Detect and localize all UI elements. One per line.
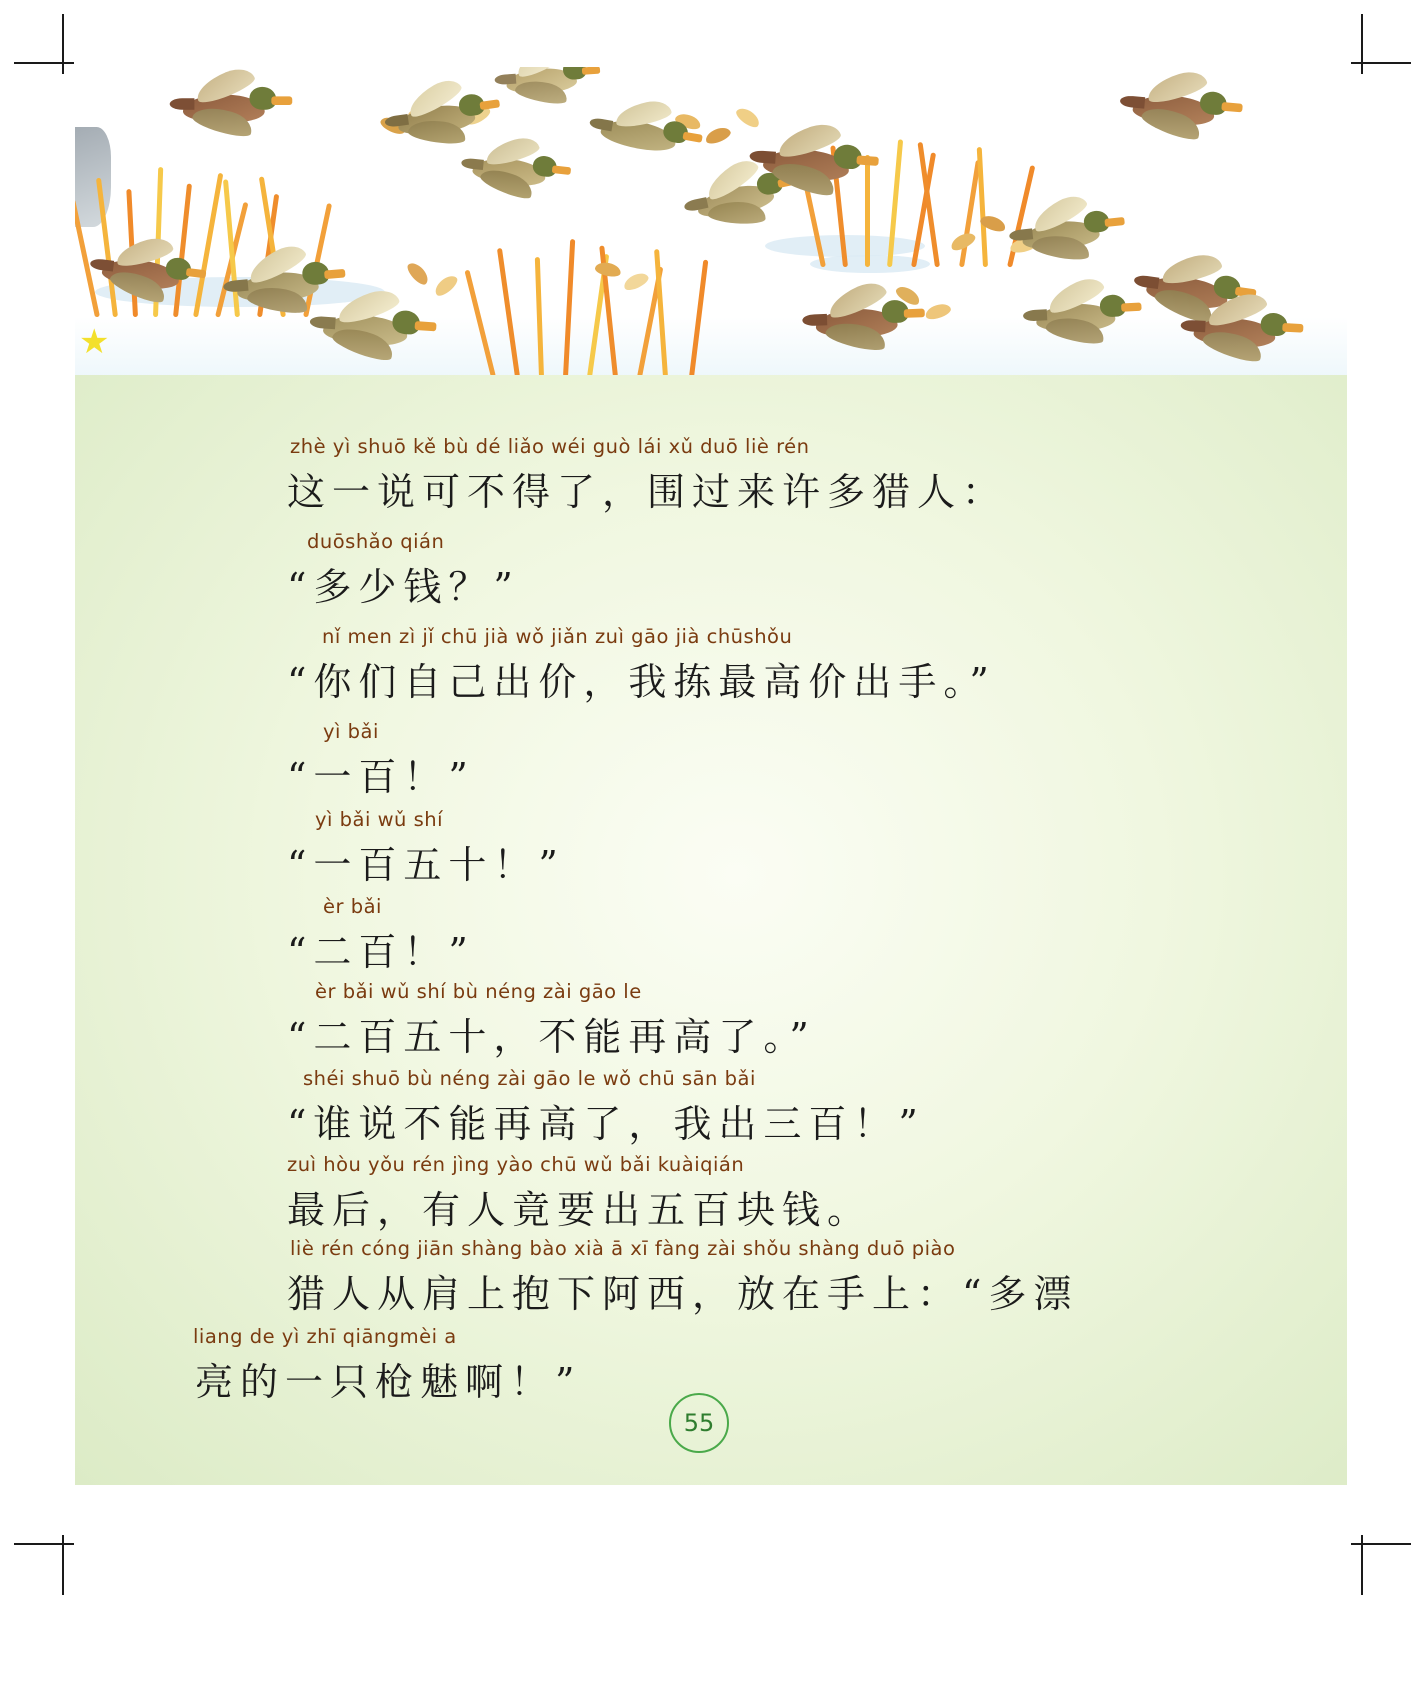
pinyin-row: nǐ men zì jǐ chū jià wǒ jiǎn zuì gāo jià chūshǒu (322, 625, 793, 648)
text-line (287, 1237, 1079, 1318)
text-line (193, 1325, 581, 1406)
text-line (287, 1153, 872, 1234)
hanzi-row: “一百！” (287, 755, 475, 799)
text-line (287, 895, 475, 976)
pinyin-row: shéi shuō bù néng zài gāo le wǒ chū sān bǎi (303, 1067, 756, 1090)
star-icon: ★ (79, 323, 110, 361)
text-line (287, 720, 475, 801)
text-line (287, 435, 1008, 516)
hanzi-row: 亮的一只枪魅啊！” (195, 1360, 582, 1404)
hanzi-row: “二百五十，不能再高了。” (287, 1015, 816, 1059)
pinyin-row: yì bǎi (323, 720, 379, 743)
text-line (287, 808, 565, 889)
hanzi-row: 最后，有人竟要出五百块钱。 (287, 1188, 873, 1232)
page-number: 55 (669, 1393, 729, 1453)
leaf-shape (432, 272, 460, 299)
textbook-page (75, 17, 1347, 1485)
hanzi-row: “谁说不能再高了，我出三百！” (287, 1102, 925, 1146)
leaf-shape (704, 125, 733, 147)
hanzi-row: “你们自己出价，我拣最高价出手。” (287, 660, 996, 704)
hanzi-row: “二百！” (287, 930, 475, 974)
leaf-shape (734, 105, 763, 131)
lesson-text-content (75, 375, 1347, 1485)
pinyin-row: èr bǎi (323, 895, 382, 918)
leaf-shape (404, 259, 431, 287)
hanzi-row: 这一说可不得了，围过来许多猎人： (287, 470, 1008, 514)
hanzi-row: “一百五十！” (287, 843, 565, 887)
crop-mark-bottom-right (1311, 1495, 1411, 1595)
text-line (287, 530, 520, 611)
pinyin-row: èr bǎi wǔ shí bù néng zài gāo le (315, 980, 642, 1003)
pinyin-row: duōshǎo qián (307, 530, 445, 553)
lesson-text-panel (75, 375, 1347, 1485)
hanzi-row: “多少钱？” (287, 565, 520, 609)
crop-mark-bottom-left (14, 1495, 114, 1595)
text-line (287, 980, 816, 1061)
illustration-ducks-reeds (75, 67, 1347, 377)
pinyin-row: liè rén cóng jiān shàng bào xià ā xī fàng zài shǒu shàng duō piào (290, 1237, 956, 1260)
pinyin-row: yì bǎi wǔ shí (315, 808, 444, 831)
reed-clump (485, 237, 735, 377)
pinyin-row: zuì hòu yǒu rén jìng yào chū wǔ bǎi kuàiqián (287, 1153, 745, 1176)
text-line (287, 625, 996, 706)
pinyin-row: liang de yì zhī qiāngmèi a (193, 1325, 457, 1348)
hanzi-row: 猎人从肩上抱下阿西，放在手上：“多漂 (287, 1272, 1079, 1316)
text-line (287, 1067, 925, 1148)
pinyin-row: zhè yì shuō kě bù dé liǎo wéi guò lái xǔ duō liè rén (290, 435, 810, 458)
